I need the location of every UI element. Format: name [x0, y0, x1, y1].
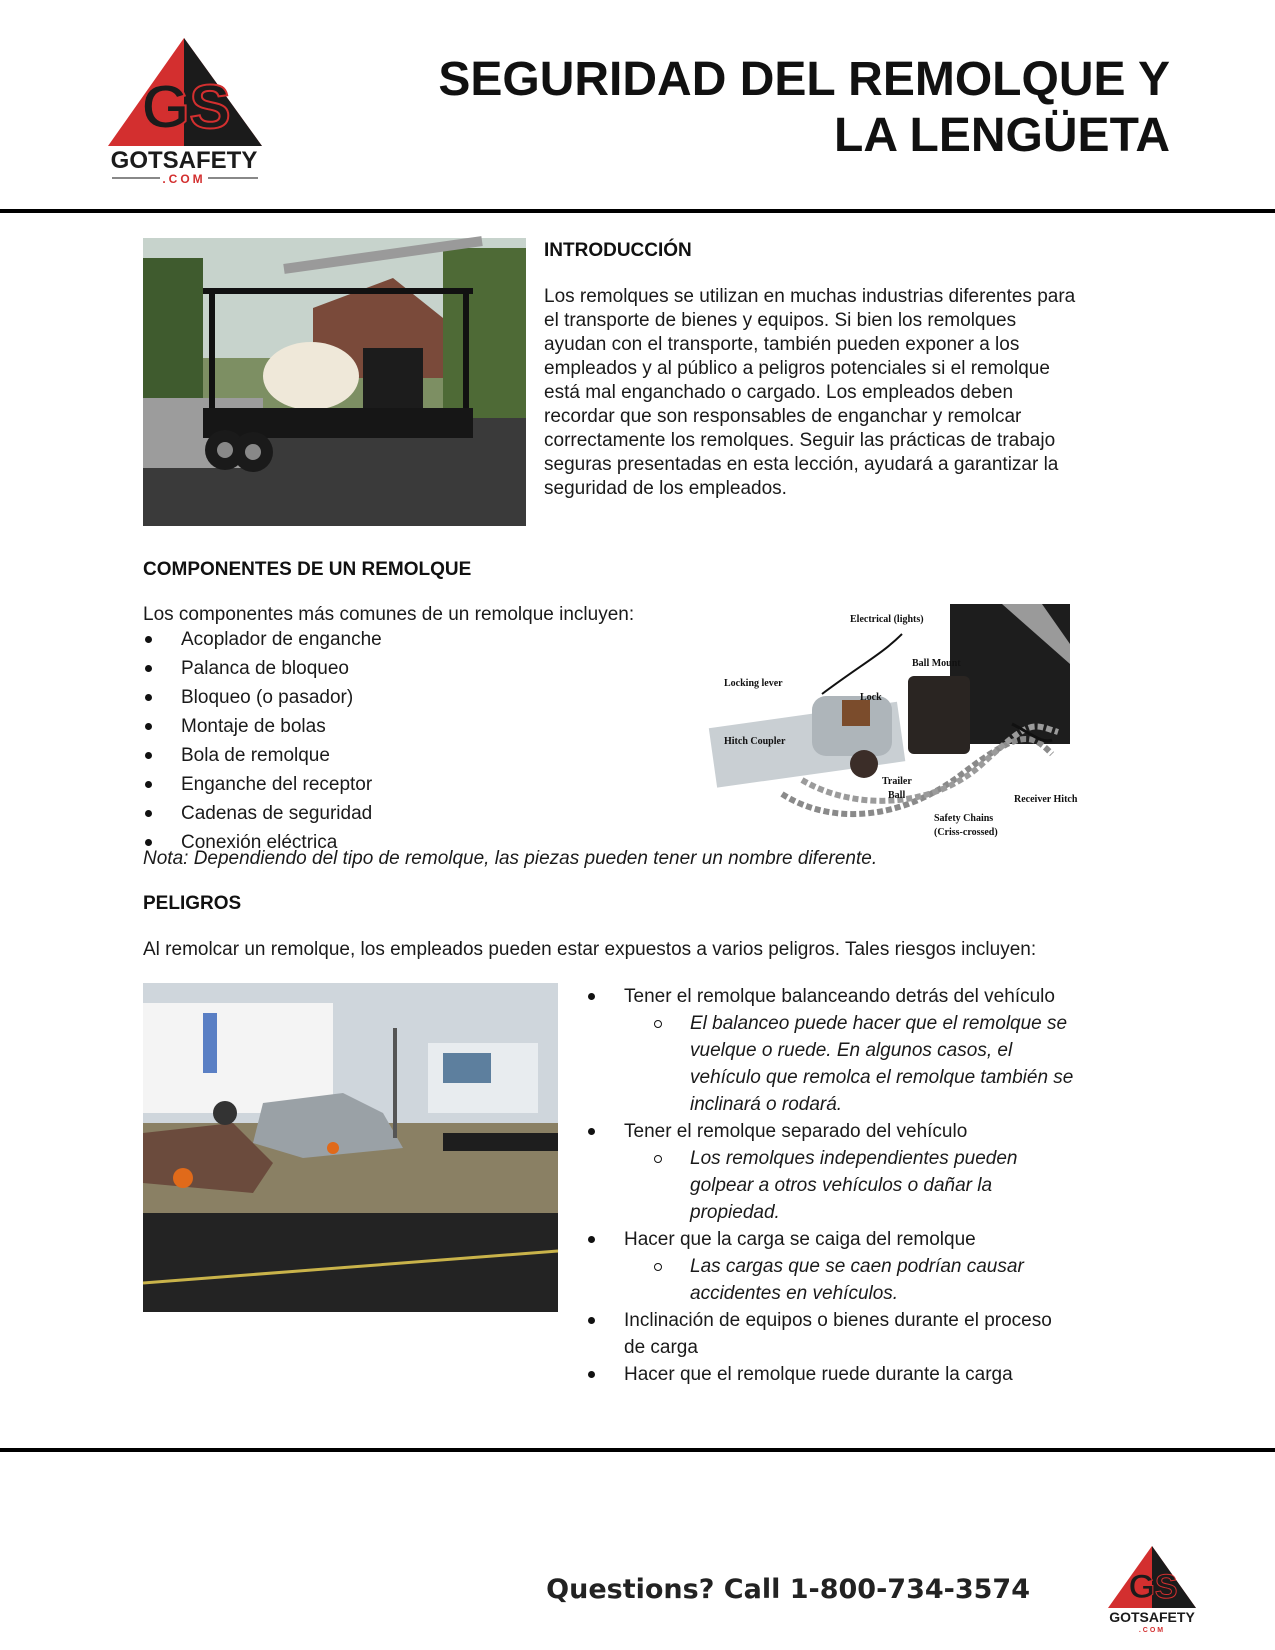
label-electrical: Electrical (lights) — [850, 614, 924, 625]
page-title — [410, 52, 1170, 164]
intro-text: Los remolques se utilizan en muchas industrias diferentes para el transporte de bienes y equipos. Si bien los remolques ayudan con el transporte, también pueden exponer a los empleados y al público a peligros potenciales si el remolque está mal enganchado o cargado. Los empleados deben recordar que son responsables de enganchar y remolcar correctamente los remolques. Seguir las prácticas de trabajo seguras presentadas en esta lección, ayudará a garantizar la seguridad de los empleados. — [544, 286, 1076, 499]
gotsafety-logo-small — [1108, 1544, 1204, 1634]
list-item: Tener el remolque balanceando detrás del vehículo — [586, 983, 1076, 1010]
intro-heading: INTRODUCCIÓN — [544, 240, 692, 261]
components-lead: Los componentes más comunes de un remolque incluyen: — [143, 604, 635, 625]
label-lock: Lock — [860, 692, 882, 703]
hitch-diagram — [712, 604, 1078, 840]
label-locking-lever: Locking lever — [724, 678, 783, 689]
components-note: Nota: Dependiendo del tipo de remolque, las piezas pueden tener un nombre diferente. — [143, 848, 878, 869]
list-item: Hacer que la carga se caiga del remolque — [586, 1226, 1076, 1253]
label-ball-mount: Ball Mount — [912, 658, 961, 669]
logo-small-domain: .COM — [1138, 1627, 1166, 1634]
logo-small-brand: GOTSAFETY — [1109, 1609, 1195, 1625]
list-item: Tener el remolque separado del vehículo — [586, 1118, 1076, 1145]
list-item: Enganche del receptor — [143, 770, 683, 799]
list-item: Conexión eléctrica — [143, 828, 683, 857]
label-criss-crossed: (Criss-crossed) — [934, 827, 998, 838]
header-rule — [0, 209, 1275, 213]
list-item: Inclinación de equipos o bienes durante el proceso de carga — [586, 1307, 1076, 1361]
accident-photo — [143, 983, 558, 1312]
label-safety-chains: Safety Chains — [934, 813, 994, 824]
hazards-lead: Al remolcar un remolque, los empleados pueden estar expuestos a varios peligros. Tales riesgos incluyen: — [143, 939, 1037, 960]
logo-domain: .COM — [162, 172, 206, 186]
logo-brand: GOTSAFETY — [110, 147, 258, 174]
list-sub-item: Las cargas que se caen podrían causar accidentes en vehículos. — [586, 1253, 1076, 1307]
hazards-list — [586, 983, 1076, 1388]
list-item: Acoplador de enganche — [143, 625, 683, 654]
hazards-heading: PELIGROS — [143, 893, 242, 914]
footer-rule — [0, 1448, 1275, 1452]
list-item: Cadenas de seguridad — [143, 799, 683, 828]
list-item: Palanca de bloqueo — [143, 654, 683, 683]
label-receiver-hitch: Receiver Hitch — [1014, 794, 1078, 805]
logo-small-initials: GS — [1128, 1568, 1178, 1606]
label-hitch-coupler: Hitch Coupler — [724, 736, 786, 747]
footer-contact: Questions? Call 1-800-734-3574 — [546, 1574, 1030, 1605]
list-item: Bola de remolque — [143, 741, 683, 770]
title-line-2: LA LENGÜETA — [834, 109, 1170, 162]
list-sub-item: El balanceo puede hacer que el remolque se vuelque o ruede. En algunos casos, el vehículo que remolca el remolque también se inclinará o rodará. — [586, 1010, 1076, 1118]
trailer-photo — [143, 238, 526, 526]
components-heading: COMPONENTES DE UN REMOLQUE — [143, 559, 472, 580]
title-line-1: SEGURIDAD DEL REMOLQUE Y — [438, 53, 1170, 106]
list-item: Bloqueo (o pasador) — [143, 683, 683, 712]
label-ball: Ball — [888, 790, 906, 801]
label-trailer: Trailer — [882, 776, 912, 787]
components-list — [143, 625, 683, 857]
list-sub-item: Los remolques independientes pueden golpear a otros vehículos o dañar la propiedad. — [586, 1145, 1076, 1226]
logo-initials: GS — [141, 73, 231, 142]
list-item: Hacer que el remolque ruede durante la carga — [586, 1361, 1076, 1388]
list-item: Montaje de bolas — [143, 712, 683, 741]
gotsafety-logo — [108, 36, 276, 196]
